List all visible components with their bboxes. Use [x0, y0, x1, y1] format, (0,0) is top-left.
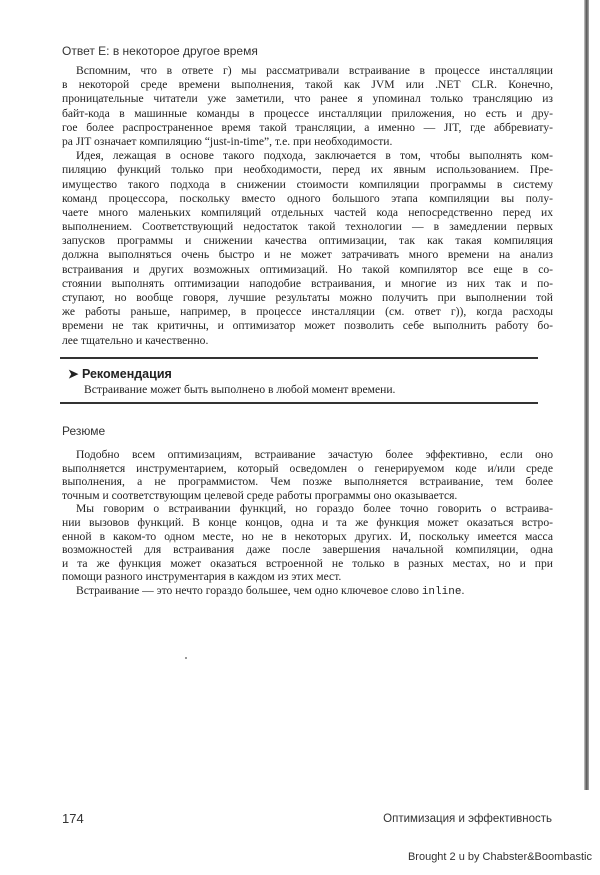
text-line: нии вызовов функций. В конце концов, одна и та же функция может оказаться встро- [62, 515, 553, 529]
recommendation-text: Встраивание может быть выполнено в любой момент времени. [84, 383, 396, 396]
text-line: ступают, но вообще говоря, лучшие результаты можно получить при выполнении той [62, 291, 553, 304]
scan-edge [584, 0, 589, 790]
text-line: ра JIT означает компиляцию “just-in-time”, т.е. при необходимости. [62, 134, 393, 148]
text-line: Вспомним, что в ответе г) мы рассматривали встраивание в процессе инсталляции [76, 64, 553, 77]
text-line: имущество такого подхода в снижении стоимости компиляции программы в систему [62, 177, 553, 191]
text-line: запусков программы и снижении качества оптимизации, так как такая компиляция [62, 234, 553, 248]
text-line: енной в каком-то одном месте, но не в некоторых других. И, поскольку имеется масса [62, 529, 553, 543]
text-line: байт-кода в машинные команды в процессе инсталляции приложения, но есть и дру- [62, 106, 553, 120]
text-line: команд процессора, поскольку вместо одного большого этапа компиляции вы полу- [62, 191, 553, 205]
running-footer-title: Оптимизация и эффективность [383, 813, 552, 825]
divider-top [60, 357, 538, 359]
summary-body [62, 448, 553, 584]
arrow-icon: ➤ [68, 367, 82, 381]
text-line: Идея, лежащая в основе такого подхода, заключается в том, чтобы выполнять ком- [76, 149, 553, 163]
text-line: пиляцию функций только при необходимости, перед их явным использованием. Пре- [62, 163, 553, 177]
text-line: помощи разного инструментария в каждом из этих мест. [62, 570, 342, 584]
recommendation-title: ➤ Рекомендация [68, 367, 172, 381]
watermark: Brought 2 u by Chabster&Boombastic [407, 851, 592, 863]
summary-last-paragraph: Встраивание — это нечто гораздо большее, чем одно ключевое слово inline. [76, 584, 465, 598]
text-line: в некоторой среде времени выполнения, такой как JVM или .NET CLR. Конечно, [62, 78, 553, 92]
section-heading-e: Ответ Е: в некоторое другое время [62, 44, 258, 58]
text-line: Подобно всем оптимизациям, встраивание зачастую более эффективно, если оно [76, 448, 553, 461]
section-e-body [62, 64, 553, 348]
divider-bottom [60, 402, 538, 404]
text-line: возможностей для встраивания даже после завершения начальной компиляции, одна [62, 543, 553, 557]
summary-heading: Резюме [62, 424, 106, 438]
speck [185, 657, 187, 659]
text-line: Мы говорим о встраивании функций, но гораздо более точно говорить о встраива- [76, 502, 553, 516]
text-line: чаете много маленьких компиляций отдельных частей кода непосредственно перед их [62, 205, 553, 219]
text-line: и та же функция может оказаться встроенной не только в разных местах, но и при [62, 556, 553, 570]
text-line: должна выполняться очень быстро и не может затрачивать много времени на анализ [62, 248, 553, 262]
text-line: проницательные читатели уже заметили, что ранее я упоминал только трансляцию из [62, 92, 553, 106]
code-inline: inline [421, 586, 462, 598]
text-line: выполнением. Соответствующий недостаток такой технологии — в замедлении первых [62, 220, 553, 234]
text-line: точным и соответствующим целевой среде работы программы оно оказывается. [62, 488, 458, 502]
text-line: лее тщательно и качественно. [62, 333, 209, 347]
text-line: встраивания и других возможных оптимизаций. Но такой компилятор все еще в со- [62, 262, 553, 276]
text-line: выполнения, а не программистом. Чем позже выполняется встраивание, тем более [62, 475, 553, 489]
text-line: гое более распространенное время такой трансляции, а именно — JIT, где аббревиату- [62, 120, 553, 134]
text-line: стоянии выполнять оптимизации наподобие встраивания, и многие из них так и по- [62, 276, 553, 290]
text-line: времени не так критичны, и оптимизатор может позволить себе выполнить работу бо- [62, 319, 553, 333]
page-number: 174 [62, 811, 84, 826]
text-line: же работы раньше, например, в процессе инсталляции (см. ответ г)), когда расходы [62, 305, 553, 319]
text-line: выполняется инструментарием, который осведомлен о генерируемом коде и/или среде [62, 461, 553, 475]
